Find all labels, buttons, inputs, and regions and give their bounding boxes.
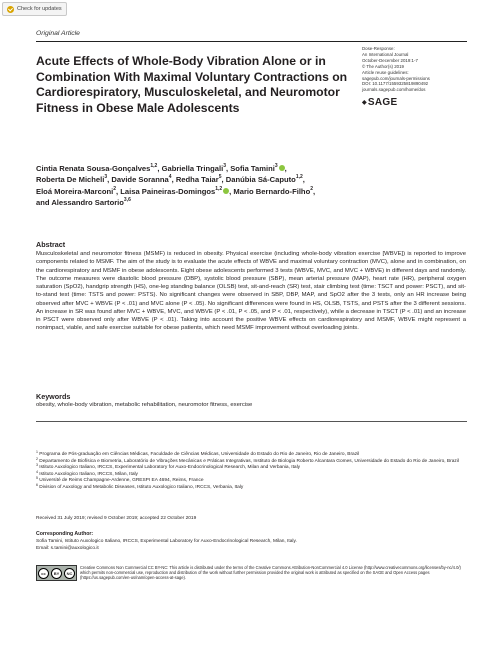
author <box>36 175 109 184</box>
journal-info-line: journals.sagepub.com/home/dos <box>362 87 426 93</box>
affiliation-rule <box>36 421 467 422</box>
affiliation-number: 5 <box>36 476 38 480</box>
affiliation-number: 3 <box>36 463 38 467</box>
journal-info-line: sagepub.com/journals-permissions <box>362 75 430 81</box>
affiliation-text: Programa de Pós-graduação em Ciências Médicas, Faculdade de Ciências Médicas, Universidade do Estado do Rio de Janeiro, Rio de Janeiro, Brazil <box>39 452 360 457</box>
author-affiliation-ref: 2 <box>113 185 117 192</box>
journal-info-line: October-December 2019:1-7 <box>362 57 418 63</box>
keywords-text: obesity, whole-body vibration, metabolic rehabilitation, neuromotor fitness, exercise <box>36 402 253 408</box>
sage-wordmark: SAGE <box>367 97 398 108</box>
author-separator: , <box>313 186 316 196</box>
journal-info <box>362 46 467 93</box>
author-affiliation-ref: 5 <box>218 174 222 181</box>
by-icon: BY <box>51 568 62 579</box>
author-name: Eloá Moreira-Marconi <box>36 186 114 196</box>
author-name: and Alessandro Sartorio <box>36 197 124 207</box>
affiliation-number: 4 <box>36 469 38 474</box>
author-affiliation-ref: 1,2 <box>150 163 158 169</box>
author-name: Laisa Paineiras-Domingos <box>120 186 216 196</box>
author-list <box>36 163 456 208</box>
author <box>233 187 315 196</box>
author-affiliation-ref: 1,2 <box>215 185 223 192</box>
license-text: Creative Commons Non Commercial CC BY-NC: This article is distributed under the terms of the Creative Commons Attribution-NonCommercial 4.0 License (http://www.creativecommons.org/licenses/by-nc/4.0/) which permits non-commercial use, reproduction and distribution of the work without further permission provided the original work is attributed as specified on the SAGE and Open Access pages (https://us.sagepub.com/en-us/nam/open-access-at-sage). <box>80 565 461 581</box>
author-affiliation-ref: 3 <box>274 163 278 169</box>
affiliation-text: Departamento de Biofísica e Biometria, Laboratório de Vibrações Mecânicas e Práticas Integrativas, Instituto de Biologia Roberto Alcantara Gomes, Universidade do Estado do Rio de Janeiro, Brazil <box>39 458 459 464</box>
author-name: Redha Taiar <box>175 175 219 185</box>
author <box>36 198 131 207</box>
received-dates: Received 31 July 2019; revised 9 October 2019; accepted 22 October 2019 <box>36 516 197 521</box>
author-name: Danúbia Sá-Caputo <box>225 175 296 185</box>
author-name: Gabriella Tringali <box>161 164 224 173</box>
abstract-heading: Abstract <box>36 240 66 249</box>
author <box>176 175 224 184</box>
author-separator: , <box>284 164 287 173</box>
author <box>226 175 305 184</box>
check-updates-icon <box>7 6 14 13</box>
journal-info-line: © The Author(s) 2019 <box>362 63 404 69</box>
cc-icon: cc <box>38 568 49 579</box>
affiliation <box>36 482 466 492</box>
sage-mark-icon: ◆ <box>362 100 367 106</box>
author <box>120 187 231 196</box>
header-rule <box>36 41 467 42</box>
article-title: Acute Effects of Whole-Body Vibration Alone or in Combination With Maximal Voluntary Contractions on Cardiorespiratory, Musculoskeletal, and Neuromotor Fitness in Obese Male Adolescents <box>36 54 348 115</box>
author-affiliation-ref: 4 <box>168 174 172 181</box>
article-type: Original Article <box>36 30 80 37</box>
corresponding-email: Email: s.tamini@auxologico.it <box>36 545 99 551</box>
author <box>230 164 287 173</box>
author-separator: , <box>302 175 305 185</box>
corresponding-author <box>36 539 297 552</box>
author-affiliation-ref: 2 <box>310 185 313 192</box>
author-affiliation-ref: 1,2 <box>295 174 303 181</box>
sage-logo <box>362 97 397 108</box>
author <box>36 164 159 173</box>
keywords-heading: Keywords <box>36 392 71 401</box>
author-affiliation-ref: 3 <box>104 174 108 181</box>
author-name: Davide Soranna <box>111 175 169 185</box>
journal-info-line: DOI: 10.1177/1559325819890492 <box>362 81 429 87</box>
author-separator: , <box>157 164 160 173</box>
author <box>111 175 173 184</box>
author-affiliation-ref: 3 <box>223 163 226 169</box>
affiliation-text: Istituto Auxologico Italiano, IRCCS, Experimental Laboratory for Auxo-Endocrinological Research, Milan and Verbania, Italy <box>39 465 301 470</box>
author <box>162 164 229 173</box>
affiliation-text: Université de Reims Champagne-Ardenne, GRESPI EA 4694, Reims, France <box>39 478 204 483</box>
corresponding-heading: Corresponding Author: <box>36 531 94 537</box>
abstract-text: Musculoskeletal and neuromotor fitness (MSMF) is reduced in obesity. Physical exercise (including whole-body vibration exercise [WBVE]) is reported to improve components related to MSMF. The aim of the study is to evaluate the acute effects of WBVE and maximal voluntary contraction (MVC), alone and in combination, on the cardiorespiratory and MSMF in obese adolescents. Eight obese adolescents performed 3 tests (WBVE, MVC, and MVC + WBVE) in different days and randomly. The outcome measures were diastolic blood pressure (DBP), systolic blood pressure (SBP), mean arterial pressure (MAP), heart rate (HR), peripheral oxygen saturation (SpO2), handgrip strength (HS), one-leg standing balance (OLSB) test, sit-and-reach (SR) test, stair climbing test (time: TSCT and power: PSCT), and sit-to-stand test (time: TSTS and power: PSTS). No significant changes were observed in SBP, DBP, MAP, and SpO2 after the 3 tests, only an HR increase being observed after MVC + WBVE (P < .01) and MVC alone (P < .05). No significant differences were found in HS, OLSB, TSTS, and PSTS after the 3 different sessions. An increase in SR was found after MVC + WBVE, MVC, and WBVE (P < .01, P < .05, and P < .01, respectively), while a decrease in TSCT (P < .01) and an increase in PSCT were observed only after WBVE (P < .01). Taking into account the positive WBVE effects on cardiorespiratory and MSMF, WBVE might represent a nonimpact, viable, and safe exercise suitable for obese patients, which need MSMF improvement without overloading joints. <box>36 251 466 332</box>
nc-icon: NC <box>64 568 75 579</box>
author-separator: , <box>221 175 224 185</box>
corresponding-name: Sofia Tamini, Istituto Auxologico Italiano, IRCCS, Experimental Laboratory for Auxo-Endocrinological Research, Milan, Italy. <box>36 539 297 544</box>
author-name: Cintia Renata Sousa-Gonçalves <box>36 164 151 173</box>
author-affiliation-ref: 3,6 <box>123 196 131 203</box>
author-name: Mario Bernardo-Filho <box>233 186 311 196</box>
affiliation-number: 2 <box>36 456 38 461</box>
author-name: Roberta De Micheli <box>36 175 105 185</box>
affiliation-list <box>36 452 466 491</box>
author-name: Sofia Tamini <box>230 164 275 173</box>
author-separator: , <box>225 164 229 173</box>
affiliation-number: 1 <box>36 450 38 454</box>
affiliation-text: Istituto Auxologico Italiano, IRCCS, Milan, Italy <box>39 471 138 477</box>
author <box>36 187 118 196</box>
journal-info-line: Dose-Response: <box>362 46 395 51</box>
journal-info-line: An International Journal <box>362 51 409 57</box>
check-for-updates-badge[interactable] <box>2 2 67 16</box>
affiliation-text: Division of Auxology and Metabolic Diseases, Istituto Auxologico Italiano, IRCCS, Verbania, Italy <box>39 484 244 490</box>
check-updates-label: Check for updates <box>17 6 62 12</box>
journal-info-line: Article reuse guidelines: <box>362 69 409 75</box>
author-separator: , <box>229 186 232 196</box>
author-separator: , <box>171 175 174 185</box>
author-separator: , <box>116 186 119 196</box>
affiliation-number: 6 <box>36 482 38 487</box>
author-separator: , <box>107 175 110 185</box>
cc-license-badge[interactable] <box>36 565 77 581</box>
